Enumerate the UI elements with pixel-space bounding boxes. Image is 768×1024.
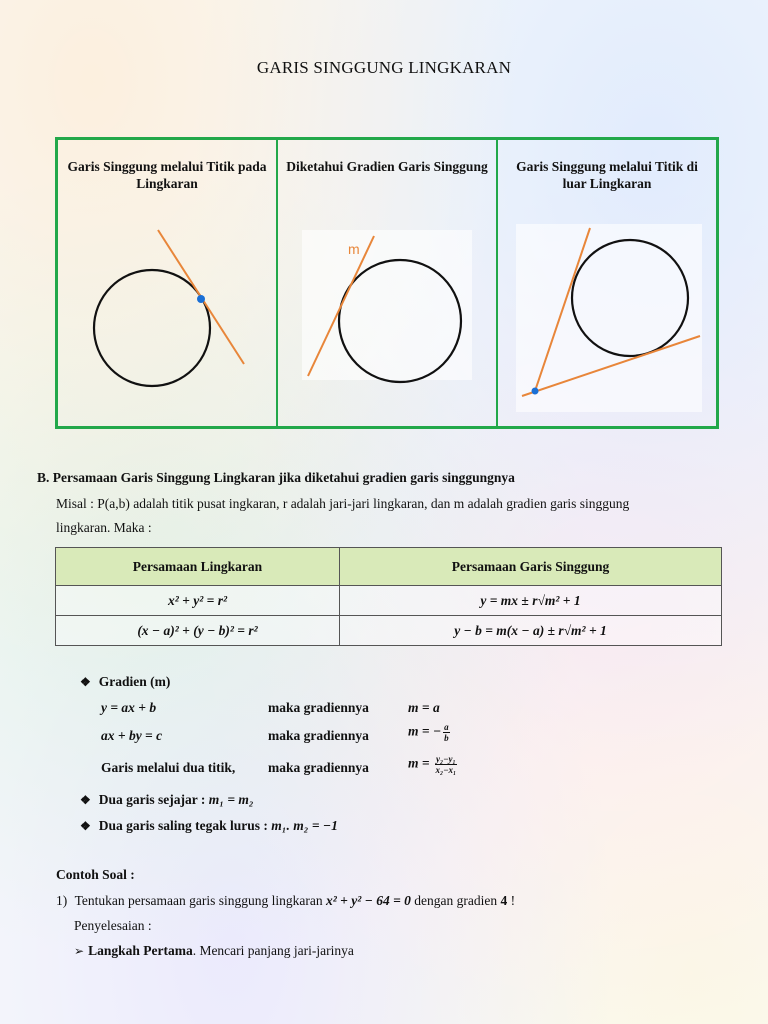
question-end: ! <box>507 893 516 908</box>
result-prefix: m = <box>408 755 433 771</box>
step-rest: . Mencari panjang jari-jarinya <box>192 943 354 958</box>
solution-label: Penyelesaian : <box>74 918 152 933</box>
result-prefix: m = − <box>408 723 442 739</box>
table-cell: y − b = m(x − a) ± r√m² + 1 <box>340 616 722 646</box>
gradien-text-2: maka gradiennya <box>268 728 369 743</box>
figure-caption: Garis Singgung melalui Titik di luar Lingkaran <box>516 159 698 191</box>
bullet-label: Dua garis saling tegak lurus : <box>98 818 272 833</box>
question-number: 1) <box>56 893 68 908</box>
fraction <box>443 722 450 743</box>
figure-tangent-at-point <box>58 140 278 426</box>
fraction-numerator: a <box>444 722 449 732</box>
bullet-math: m₁ = m₂ <box>208 792 254 807</box>
diamond-bullet-icon: ❖ <box>80 793 91 807</box>
gradien-eq-3: Garis melalui dua titik, <box>101 760 236 775</box>
gradien-eq-2: ax + by = c <box>101 728 163 743</box>
fraction-denominator: x₂−x₁ <box>435 765 457 775</box>
example-question <box>56 889 726 913</box>
table-row <box>56 616 722 646</box>
fraction-denominator: b <box>444 733 449 743</box>
parallel-lines-item <box>80 792 254 808</box>
tangent-point <box>197 295 205 303</box>
question-mid: dengan gradien <box>410 893 501 908</box>
fraction <box>435 754 457 775</box>
section-b-heading: B. Persamaan Garis Singgung Lingkaran jika diketahui gradien garis singgungnya <box>37 470 515 485</box>
external-point <box>532 388 539 395</box>
fraction-numerator: y₂−y₁ <box>435 754 456 764</box>
table-cell: y = mx ± r√m² + 1 <box>340 586 722 616</box>
step-item <box>74 939 744 963</box>
circle-shape <box>94 270 210 386</box>
table-cell: (x − a)² + (y − b)² = r² <box>56 616 340 646</box>
intro-line-1: Misal : P(a,b) adalah titik pusat ingkaran, r adalah jari-jari lingkaran, dan m adalah gradien garis singgung <box>56 496 630 511</box>
gradien-eq-1: y = ax + b <box>101 700 157 715</box>
step-bold: Langkah Pertama <box>88 943 193 958</box>
intro-line-2: lingkaran. Maka : <box>56 520 152 535</box>
example-heading: Contoh Soal : <box>56 867 135 882</box>
table-header: Persamaan Garis Singgung <box>340 548 722 586</box>
gradien-heading-item <box>80 674 170 690</box>
gradien-result-3 <box>408 754 457 775</box>
equation-table <box>55 547 722 646</box>
table-cell: x² + y² = r² <box>56 586 340 616</box>
figure-caption: Diketahui Gradien Garis Singgung <box>286 159 488 174</box>
gradien-text-3: maka gradiennya <box>268 760 369 775</box>
figure-caption: Garis Singgung melalui Titik pada Lingkaran <box>67 159 267 191</box>
diagram-tangent-external-point <box>498 140 720 430</box>
page-title: GARIS SINGGUNG LINGKARAN <box>256 58 512 77</box>
table-header: Persamaan Lingkaran <box>56 548 340 586</box>
gradien-heading: Gradien (m) <box>98 674 171 689</box>
diamond-bullet-icon: ❖ <box>80 819 91 833</box>
arrow-bullet-icon: ➢ <box>74 944 85 958</box>
diamond-bullet-icon: ❖ <box>80 675 91 689</box>
gradien-result-2 <box>408 722 450 743</box>
question-text: Tentukan persamaan garis singgung lingkaran <box>74 893 326 908</box>
figure-tangent-gradient <box>278 140 498 426</box>
bullet-label: Dua garis sejajar : <box>98 792 209 807</box>
diagram-tangent-at-point <box>58 140 276 430</box>
gradient-label: m <box>348 241 360 257</box>
gradien-result-1: m = a <box>408 700 440 715</box>
perpendicular-lines-item <box>80 818 338 834</box>
question-gradient: 4 <box>500 893 508 908</box>
bullet-math: m₁. m₂ = −1 <box>271 818 338 833</box>
table-row <box>56 586 722 616</box>
diagram-tangent-gradient <box>278 140 498 430</box>
figure-tangent-external-point <box>498 140 716 426</box>
figure-panel <box>55 137 719 429</box>
table-header-row <box>56 548 722 586</box>
question-math: x² + y² − 64 = 0 <box>325 893 411 908</box>
gradien-text-1: maka gradiennya <box>268 700 369 715</box>
